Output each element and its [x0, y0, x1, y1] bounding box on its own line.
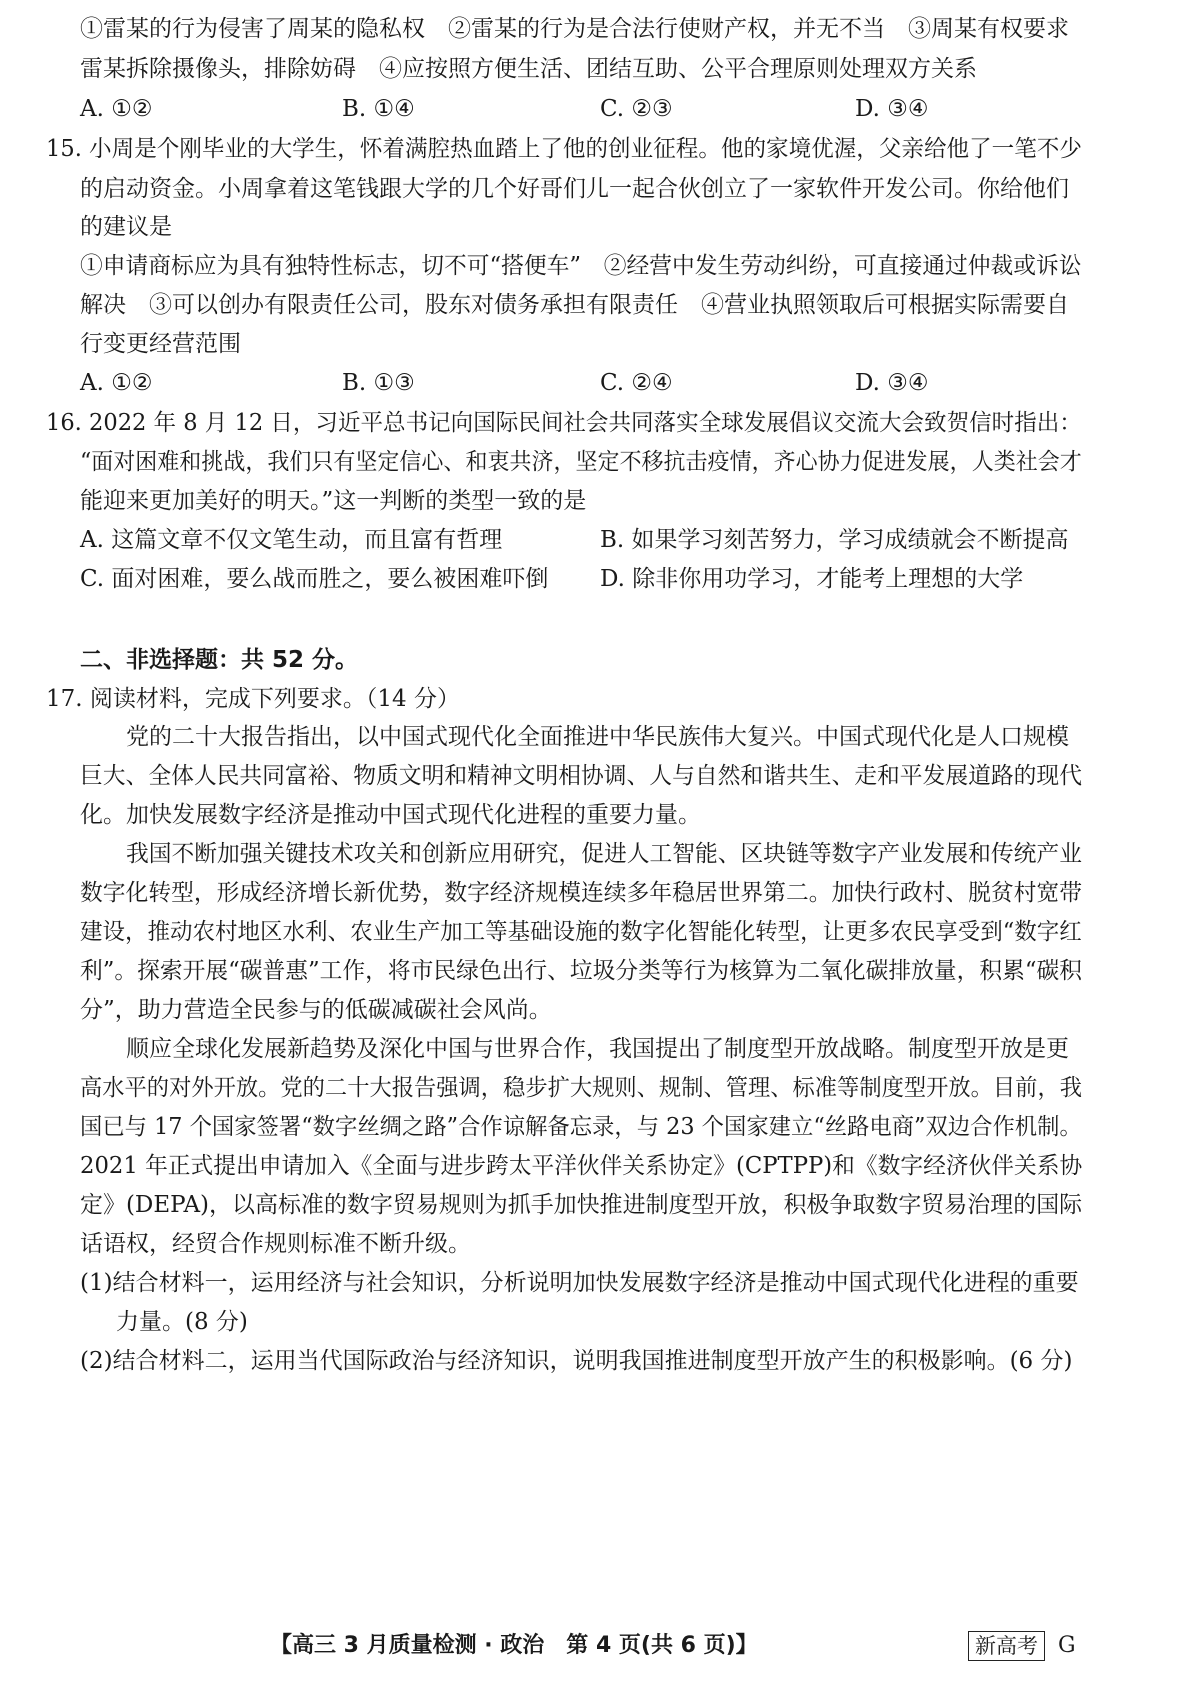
q14-option-d[interactable]: D. ③④	[855, 96, 929, 122]
q16-option-b[interactable]: B. 如果学习刻苦努力，学习成绩就会不断提高	[600, 527, 1069, 553]
q17-requirement-2: (2)结合材料二，运用当代国际政治与经济知识，说明我国推进制度型开放产生的积极影响。(6 分)	[80, 1348, 1073, 1374]
q15-option-d[interactable]: D. ③④	[855, 370, 929, 396]
q14-options	[80, 94, 1080, 124]
q14-option-c[interactable]: C. ②③	[600, 96, 673, 122]
q17-material-3-line-4: 2021 年正式提出申请加入《全面与进步跨太平洋伙伴关系协定》(CPTPP)和《数字经济伙伴关系协	[80, 1153, 1083, 1179]
q16-stem-line-3: 能迎来更加美好的明天。”这一判断的类型一致的是	[80, 488, 587, 514]
q15-statements-line-1: ①申请商标应为具有独特性标志，切不可“搭便车” ②经营中发生劳动纠纷，可直接通过仲裁或诉讼	[80, 253, 1082, 279]
q16-option-d[interactable]: D. 除非你用功学习，才能考上理想的大学	[600, 566, 1024, 592]
q17-material-3-line-5: 定》(DEPA)，以高标准的数字贸易规则为抓手加快推进制度型开放，积极争取数字贸易治理的国际	[80, 1192, 1083, 1218]
q17-material-3-line-1: 顺应全球化发展新趋势及深化中国与世界合作，我国提出了制度型开放战略。制度型开放是更	[126, 1036, 1069, 1062]
q16-option-a[interactable]: A. 这篇文章不仅文笔生动，而且富有哲理	[80, 527, 503, 553]
q15-option-c[interactable]: C. ②④	[600, 370, 673, 396]
q17-stem: 17. 阅读材料，完成下列要求。（14 分）	[46, 686, 460, 712]
q14-statements-line-1: ①雷某的行为侵害了周某的隐私权 ②雷某的行为是合法行使财产权，并无不当 ③周某有权要求	[80, 16, 1069, 42]
q17-material-3-line-3: 国已与 17 个国家签署“数字丝绸之路”合作谅解备忘录，与 23 个国家建立“丝路电商”双边合作机制。	[80, 1114, 1082, 1140]
q17-material-2-line-2: 数字化转型，形成经济增长新优势，数字经济规模连续多年稳居世界第二。加快行政村、脱贫村宽带	[80, 880, 1082, 906]
section-2-heading: 二、非选择题：共 52 分。	[80, 647, 359, 673]
q17-material-1-line-3: 化。加快发展数字经济是推动中国式现代化进程的重要力量。	[80, 802, 701, 828]
paper-version-letter: G	[1058, 1633, 1076, 1658]
q16-option-c[interactable]: C. 面对困难，要么战而胜之，要么被困难吓倒	[80, 566, 549, 592]
q16-stem-line-1: 16. 2022 年 8 月 12 日，习近平总书记向国际民间社会共同落实全球发展倡议交流大会致贺信时指出：	[46, 410, 1082, 436]
q15-option-a[interactable]: A. ①②	[80, 370, 153, 396]
q17-material-1-line-1: 党的二十大报告指出，以中国式现代化全面推进中华民族伟大复兴。中国式现代化是人口规模	[126, 724, 1069, 750]
q17-material-1-line-2: 巨大、全体人民共同富裕、物质文明和精神文明相协调、人与自然和谐共生、走和平发展道路的现代	[80, 763, 1082, 789]
q15-options	[80, 368, 1080, 398]
q17-material-2-line-5: 分”，助力营造全民参与的低碳减碳社会风尚。	[80, 997, 552, 1023]
footer-title: 【高三 3 月质量检测 · 政治 第 4 页(共 6 页)】	[270, 1633, 758, 1658]
q17-material-2-line-3: 建设，推动农村地区水利、农业生产加工等基础设施的数字化智能化转型，让更多农民享受到“数字红	[80, 919, 1082, 945]
q15-stem-line-2: 的启动资金。小周拿着这笔钱跟大学的几个好哥们儿一起合伙创立了一家软件开发公司。你给他们	[80, 176, 1069, 202]
q17-material-2-line-4: 利”。探索开展“碳普惠”工作，将市民绿色出行、垃圾分类等行为核算为二氧化碳排放量，积累“碳积	[80, 958, 1083, 984]
q15-option-b[interactable]: B. ①③	[342, 370, 415, 396]
q15-statements-line-2: 解决 ③可以创办有限责任公司，股东对债务承担有限责任 ④营业执照领取后可根据实际需要自	[80, 292, 1069, 318]
q15-statements-line-3: 行变更经营范围	[80, 331, 241, 357]
q17-material-3-line-2: 高水平的对外开放。党的二十大报告强调，稳步扩大规则、规制、管理、标准等制度型开放。目前，我	[80, 1075, 1082, 1101]
q17-material-2-line-1: 我国不断加强关键技术攻关和创新应用研究，促进人工智能、区块链等数字产业发展和传统产业	[126, 841, 1082, 867]
q15-stem-line-1: 15. 小周是个刚毕业的大学生，怀着满腔热血踏上了他的创业征程。他的家境优渥，父亲给他了一笔不少	[46, 136, 1082, 162]
exam-type-badge: 新高考	[968, 1631, 1045, 1661]
q14-statements-line-2: 雷某拆除摄像头，排除妨碍 ④应按照方便生活、团结互助、公平合理原则处理双方关系	[80, 56, 977, 82]
q14-option-b[interactable]: B. ①④	[342, 96, 415, 122]
q14-option-a[interactable]: A. ①②	[80, 96, 153, 122]
q16-stem-line-2: “面对困难和挑战，我们只有坚定信心、和衷共济，坚定不移抗击疫情，齐心协力促进发展，人类社会才	[80, 449, 1082, 475]
q17-material-3-line-6: 话语权，经贸合作规则标准不断升级。	[80, 1231, 471, 1257]
q17-requirement-1-line-1: (1)结合材料一，运用经济与社会知识，分析说明加快发展数字经济是推动中国式现代化进程的重要	[80, 1270, 1079, 1296]
q17-requirement-1-line-2: 力量。(8 分)	[116, 1309, 248, 1335]
q15-stem-line-3: 的建议是	[80, 214, 172, 240]
